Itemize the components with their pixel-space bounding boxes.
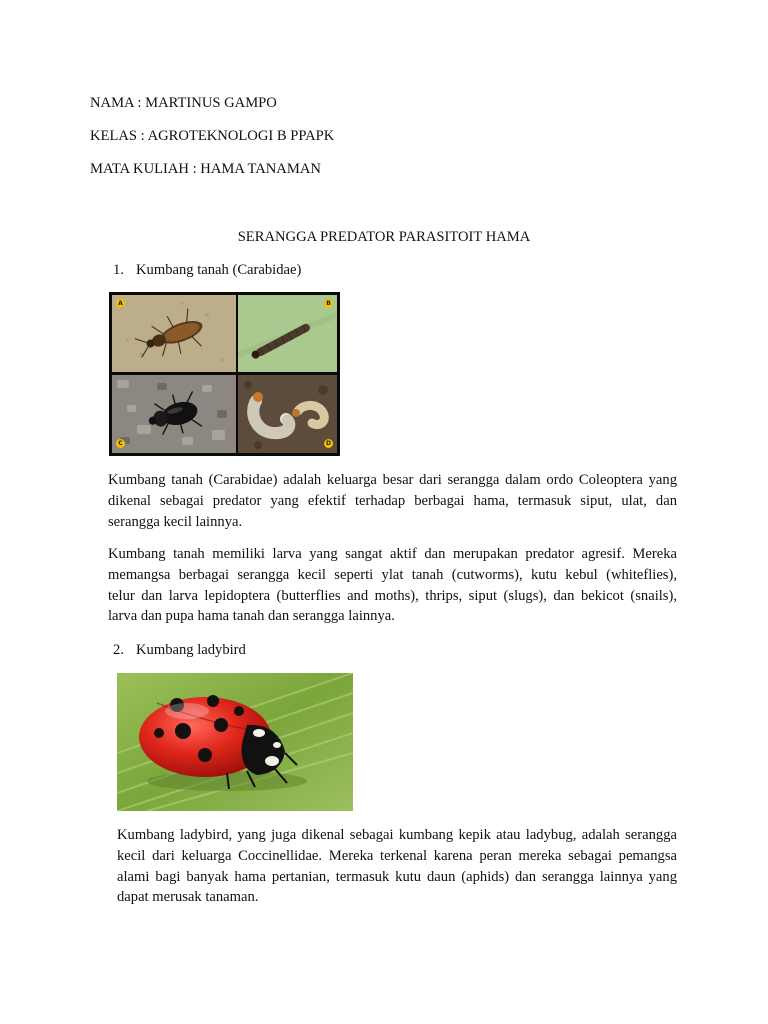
panel-label-d: D bbox=[324, 439, 333, 448]
panel-label-a: A bbox=[116, 299, 125, 308]
section-1-number: 1. bbox=[113, 262, 124, 278]
panel-d-grubs bbox=[238, 375, 337, 453]
panel-a-ground-beetle bbox=[112, 295, 236, 372]
ladybird-image bbox=[117, 673, 353, 811]
panel-label-b: B bbox=[324, 299, 333, 308]
section-2-number: 2. bbox=[113, 642, 124, 658]
section-1-paragraph-1: Kumbang tanah (Carabidae) adalah keluarga besar dari serangga dalam ordo Coleoptera yang dikenal sebagai predator yang efektif terhadap berbagai hama, termasuk siput, ulat, dan serangga kecil lainnya. bbox=[108, 472, 677, 530]
panel-b-larva bbox=[238, 295, 337, 372]
section-1-paragraph-2: Kumbang tanah memiliki larva yang sangat aktif dan merupakan predator agresif. Mereka memangsa berbagai serangga kecil seperti ylat tanah (cutworms), kutu kebul (whiteflies), telur dan larva lepidoptera (butterflies and moths), thrips, siput (slugs), dan bekicot (snails), larva dan pupa hama tanah dan serangga lainnya. bbox=[108, 546, 677, 625]
panel-c-black-beetle bbox=[112, 375, 236, 453]
course-name: MATA KULIAH : HAMA TANAMAN bbox=[90, 161, 321, 177]
section-2-paragraph-1: Kumbang ladybird, yang juga dikenal sebagai kumbang kepik atau ladybug, adalah serangga kecil dari keluarga Coccinellidae. Mereka terkenal karena peran mereka sebagai pemangsa alami bagi banyak hama pertanian, termasuk kutu daun (aphids) dan serangga lainnya yang dapat merusak tanaman. bbox=[117, 827, 677, 906]
panel-label-c: C bbox=[116, 439, 125, 448]
student-class: KELAS : AGROTEKNOLOGI B PPAPK bbox=[90, 128, 335, 144]
ground-beetle-image-grid bbox=[109, 292, 340, 456]
section-1-heading: Kumbang tanah (Carabidae) bbox=[136, 262, 302, 278]
document-title: SERANGGA PREDATOR PARASITOIT HAMA bbox=[237, 229, 531, 245]
section-2-heading: Kumbang ladybird bbox=[136, 642, 246, 658]
student-name: NAMA : MARTINUS GAMPO bbox=[90, 95, 277, 111]
